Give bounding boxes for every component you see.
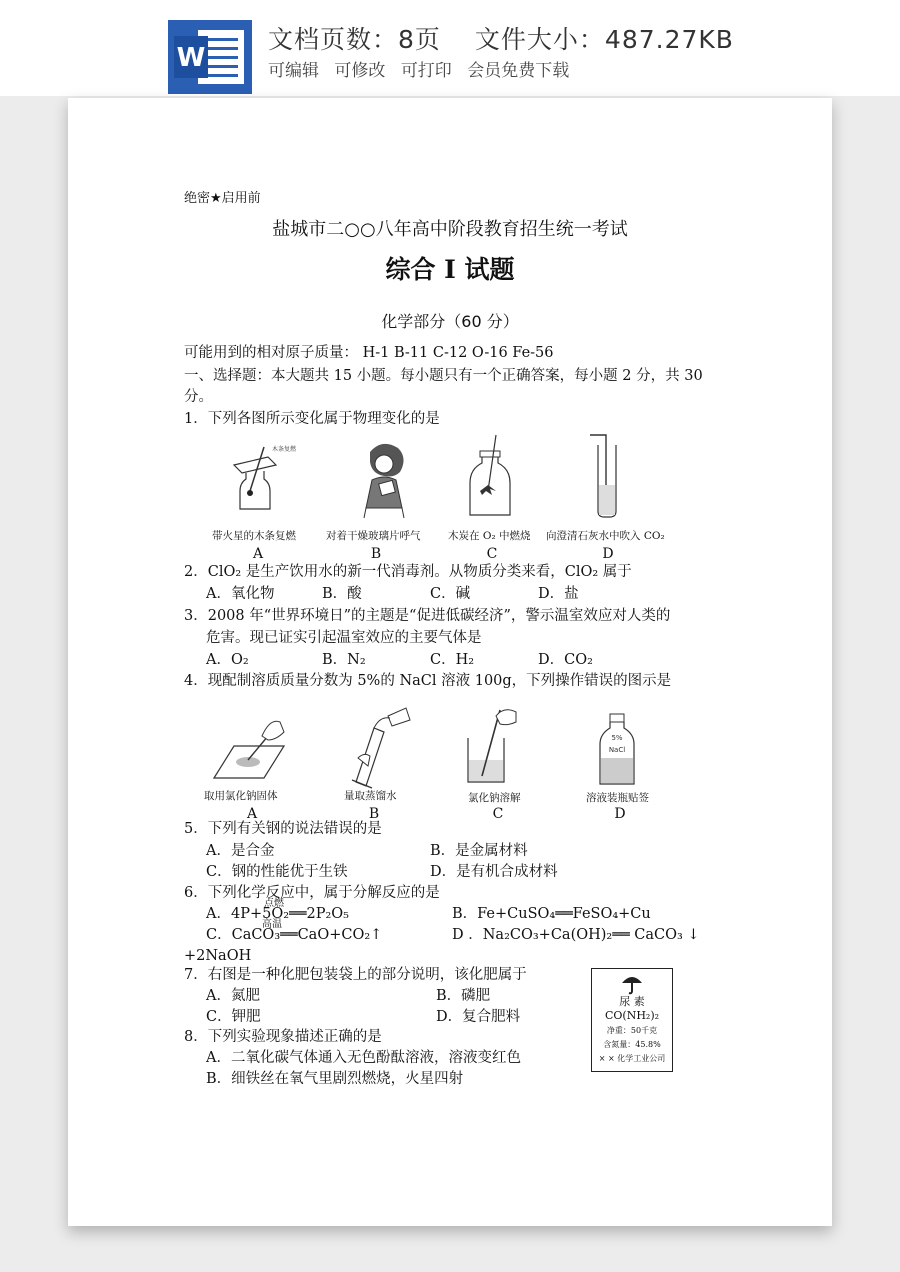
q6-option-d: D ．Na₂CO₃+Ca(OH)₂══ CaCO₃ ↓	[452, 927, 700, 943]
atomic-mass-line: 可能用到的相对原子质量： H-1 B-11 C-12 O-16 Fe-56	[184, 345, 554, 361]
question-6: 6．下列化学反应中，属于分解反应的是	[184, 885, 440, 901]
q1-caption-d: 向澄清石灰水中吹入 CO₂	[546, 530, 665, 542]
paper-title: 综合 I 试题	[385, 255, 515, 284]
feature-list	[268, 56, 579, 81]
label-nitrogen: 含氮量：45.8%	[603, 1040, 661, 1049]
question-8: 8．下列实验现象描述正确的是	[184, 1029, 382, 1045]
feature-item: 可打印	[400, 61, 452, 81]
q8-option-b: B．细铁丝在氧气里剧烈燃烧，火星四射	[206, 1071, 464, 1087]
q1-letter-c: C	[486, 546, 498, 562]
test-tube-figure	[588, 433, 624, 519]
q4-caption-b: 量取蒸馏水	[344, 790, 397, 802]
exam-title: 盐城市二○○八年高中阶段教育招生统一考试	[272, 219, 628, 240]
q1-letter-d: D	[602, 546, 614, 562]
q7-option-d: D．复合肥料	[436, 1009, 521, 1025]
q7-option-b: B．磷肥	[436, 988, 491, 1004]
q1-caption-a: 带火星的木条复燃	[212, 530, 296, 542]
svg-text:W: W	[176, 43, 206, 73]
q3-option-c: C．H₂	[430, 652, 475, 668]
part1-instructions: 一、选择题：本大题共 15 小题。每小题只有一个正确答案，每小题 2 分，共 30	[184, 368, 703, 384]
question-7: 7．右图是一种化肥包装袋上的部分说明，该化肥属于	[184, 967, 527, 983]
girl-breathing-figure	[350, 438, 416, 520]
q1-caption-b: 对着干燥玻璃片呼气	[326, 530, 421, 542]
q4-letter-b: B	[368, 806, 380, 822]
q4-caption-d: 溶液装瓶贴签	[586, 792, 649, 804]
question-2: 2．ClO₂ 是生产饮用水的新一代消毒剂。从物质分类来看，ClO₂ 属于	[184, 564, 632, 580]
bottle-percent: 5%	[611, 734, 623, 742]
page-count: 文档页数：8页	[268, 25, 441, 54]
q1-letter-a: A	[252, 546, 264, 562]
q2-option-a: A．氧化物	[206, 586, 275, 602]
q1-caption-c: 木炭在 O₂ 中燃烧	[448, 530, 531, 542]
condition-ignite: 点燃	[264, 898, 284, 909]
dissolving-beaker-figure	[460, 706, 520, 786]
q2-option-d: D．盐	[538, 586, 579, 602]
question-1: 1．下列各图所示变化属于物理变化的是	[184, 411, 440, 427]
question-3-cont: 危害。现已证实引起温室效应的主要气体是	[206, 630, 482, 646]
question-3: 3．2008 年“世界环境日”的主题是“促进低碳经济”，警示温室效应对人类的	[184, 608, 671, 624]
q6-option-a: A．4P+5O₂══2P₂O₅	[206, 906, 349, 922]
q5-option-d: D．是有机合成材料	[430, 864, 558, 880]
bottle-nacl: NaCl	[608, 746, 626, 754]
feature-item: 会员免费下载	[467, 61, 570, 81]
salt-spatula-figure	[206, 706, 286, 786]
q6-option-c: C．CaCO₃══CaO+CO₂↑	[206, 927, 383, 943]
figure-text: 木条复燃	[272, 446, 297, 453]
bottle-splint-figure	[228, 443, 297, 515]
condition-high-temp: 高温	[262, 919, 282, 930]
label-name: 尿 素	[619, 995, 645, 1008]
q7-option-a: A．氮肥	[206, 988, 260, 1004]
q4-caption-a: 取用氯化钠固体	[204, 790, 278, 802]
feature-item: 可修改	[334, 61, 386, 81]
label-weight: 净重：50千克	[606, 1026, 658, 1035]
q6-option-b: B．Fe+CuSO₄══FeSO₄+Cu	[452, 906, 651, 922]
fertilizer-label	[591, 968, 673, 1072]
q8-option-a: A．二氧化碳气体通入无色酚酞溶液，溶液变红色	[206, 1050, 521, 1066]
banner-title	[268, 20, 734, 56]
section-title: 化学部分（60 分）	[381, 312, 519, 331]
question-4: 4．现配制溶质质量分数为 5%的 NaCl 溶液 100g，下列操作错误的图示是	[184, 673, 672, 689]
secret-label: 绝密★启用前	[184, 191, 261, 206]
word-doc-icon	[168, 20, 252, 94]
q3-option-a: A．O₂	[206, 652, 249, 668]
q6-option-d-cont: +2NaOH	[184, 948, 252, 964]
q4-caption-c: 氯化钠溶解	[468, 792, 521, 804]
labeled-bottle-figure	[596, 712, 638, 786]
q5-option-c: C．钢的性能优于生铁	[206, 864, 348, 880]
q2-option-b: B．酸	[322, 586, 362, 602]
umbrella-icon	[620, 973, 644, 995]
q7-option-c: C．钾肥	[206, 1009, 261, 1025]
feature-item: 可编辑	[268, 61, 319, 81]
q2-option-c: C．碱	[430, 586, 471, 602]
graduated-cylinder-figure	[344, 704, 414, 788]
q3-option-d: D．CO₂	[538, 652, 593, 668]
q1-letter-b: B	[370, 546, 382, 562]
label-company: × × 化学工业公司	[598, 1054, 666, 1063]
download-banner	[0, 0, 900, 96]
label-formula: CO(NH₂)₂	[604, 1009, 660, 1022]
q5-option-b: B．是金属材料	[430, 843, 528, 859]
burning-charcoal-figure	[466, 433, 514, 519]
q5-option-a: A．是合金	[206, 843, 275, 859]
file-size: 文件大小：487.27KB	[474, 25, 734, 54]
q4-letter-d: D	[614, 806, 626, 822]
question-5: 5．下列有关钢的说法错误的是	[184, 821, 382, 837]
q4-letter-a: A	[246, 806, 258, 822]
q3-option-b: B．N₂	[322, 652, 366, 668]
q4-letter-c: C	[492, 806, 504, 822]
document-page	[68, 98, 832, 1226]
part1-instructions-cont: 分。	[184, 389, 213, 405]
